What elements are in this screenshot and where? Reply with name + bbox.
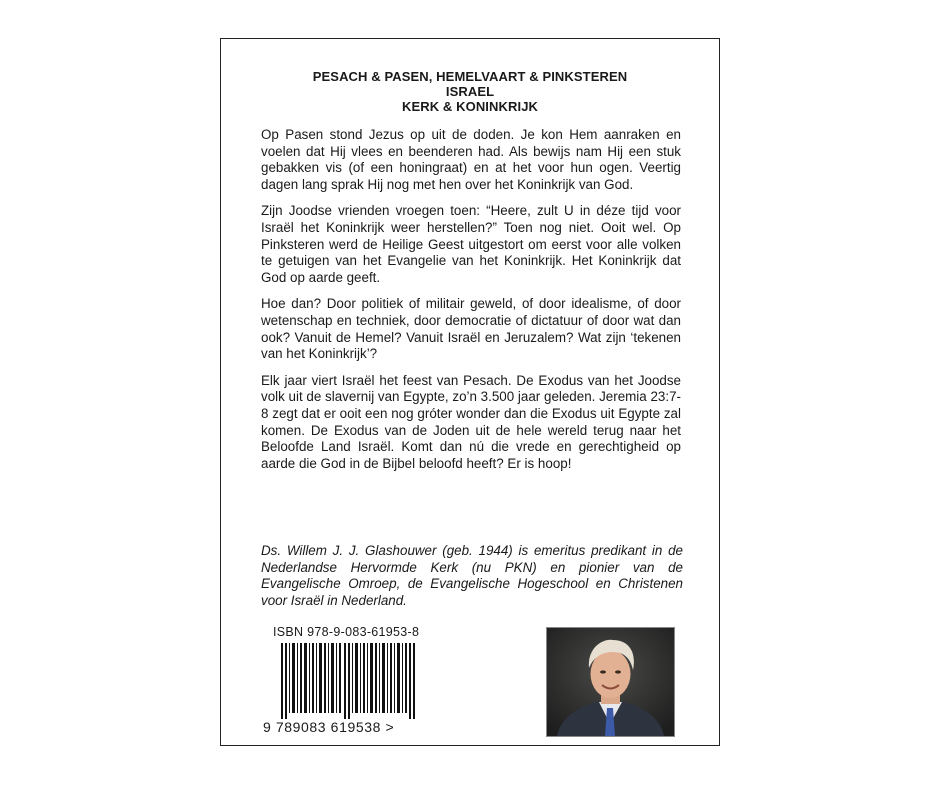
- title-line-3: KERK & KONINKRIJK: [401, 99, 539, 114]
- blurb-paragraph-4: Elk jaar viert Israël het feest van Pesach. De Exodus van het Joodse volk uit de slavernij van Egypte, zo’n 3.500 jaar geleden. Jeremia 23:7-8 zegt dat er ooit een nog gróter wonder dan die Exodus uit Egypte zal komen. De Exodus van de Joden uit de hele wereld terug naar het Beloofde Land Israël. Komt dan nú die vrede en gerechtigheid op aarde die God in de Bijbel beloofd heeft? Er is hoop!: [261, 372, 681, 471]
- author-portrait-icon: [547, 628, 674, 736]
- blurb-paragraph-1: Op Pasen stond Jezus op uit de doden. Je kon Hem aanraken en voelen dat Hij vlees en beenderen had. Als bewijs nam Hij een stuk gebakken vis (of een honingraat) en at het voor hun ogen. Veertig dagen lang sprak Hij nog met hen over het Koninkrijk van God.: [261, 127, 681, 192]
- barcode-icon: [281, 643, 415, 719]
- title-line-1: PESACH & PASEN, HEMELVAART & PINKSTEREN: [312, 69, 628, 84]
- author-bio: Ds. Willem J. J. Glashouwer (geb. 1944) is emeritus predikant in de Nederlandse Hervormde Kerk (nu PKN) en pionier van de Evangelische Omroep, de Evangelische Hogeschool en Christenen voor Israël in Nederland.: [261, 543, 683, 608]
- cover-title: [221, 69, 719, 114]
- title-line-2: ISRAEL: [445, 84, 495, 99]
- blurb: [261, 127, 681, 482]
- blurb-paragraph-2: Zijn Joodse vrienden vroegen toen: “Heere, zult U in déze tijd voor Israël het Koninkrijk weer herstellen?” Toen nog niet. Ooit wel. Op Pinksteren werd de Heilige Geest uitgestort om eerst voor alle volken te getuigen van het Evangelie van het Koninkrijk. Het Koninkrijk dat God op aarde geeft.: [261, 203, 681, 285]
- isbn-label: ISBN 978-9-083-61953-8: [273, 625, 420, 639]
- blurb-paragraph-3: Hoe dan? Door politiek of militair geweld, of door idealisme, of door wetenschap en techniek, door democratie of dictatuur of door wat dan ook? Vanuit de Hemel? Vanuit Israël en Jeruzalem? Wat zijn ‘tekenen van het Koninkrijk’?: [261, 296, 681, 362]
- book-back-cover: [220, 38, 720, 746]
- author-photo: [546, 627, 675, 737]
- barcode-digits: 9 789083 619538 >: [263, 719, 395, 735]
